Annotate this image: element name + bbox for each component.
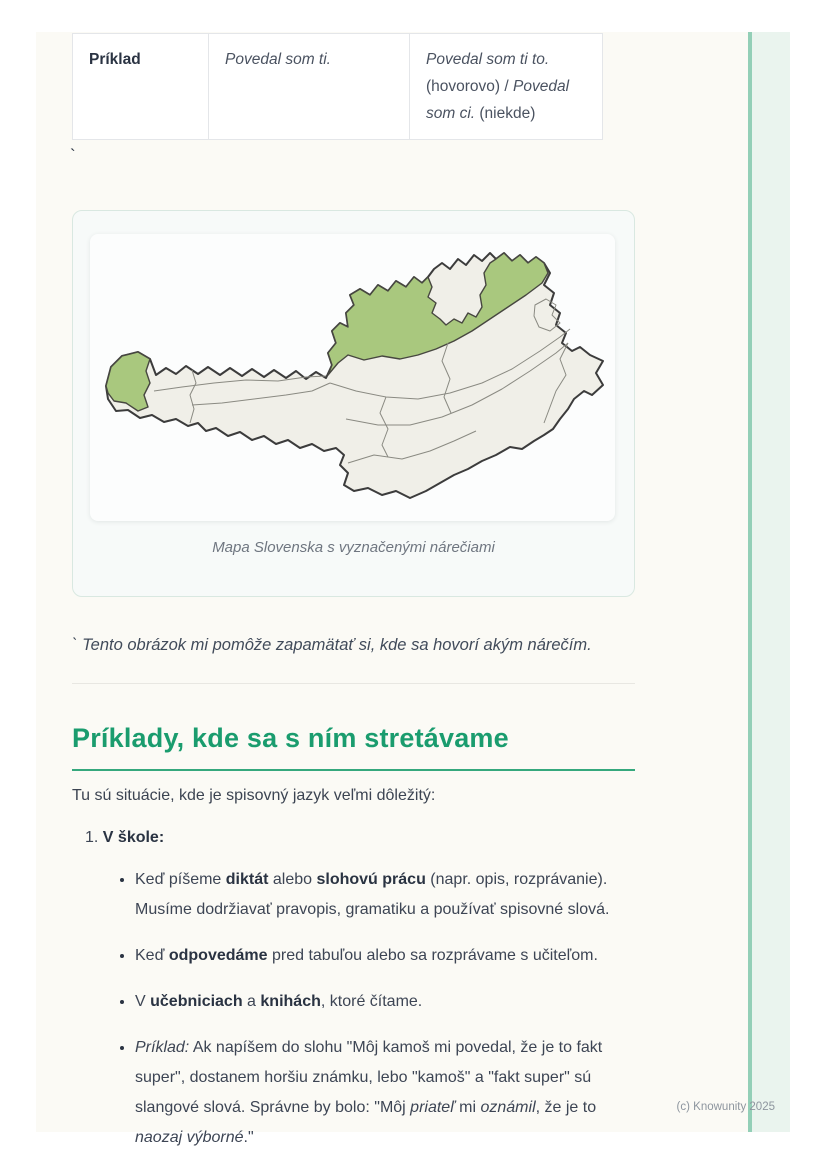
right-accent-stripe <box>752 32 790 1132</box>
example-table <box>72 33 603 140</box>
section-divider <box>72 683 635 684</box>
list-item: • Príklad: Ak napíšem do slohu "Môj kamoš mi povedal, že je to fakt super", dostanem horšiu známku, lebo "kamoš" a "fakt super" sú slangové slová. Správne by bolo: "Môj priateľ mi oznámil, že je to naozaj výborné." <box>135 1033 635 1153</box>
list-item: • Keď píšeme diktát alebo slohovú prácu (napr. opis, rozprávanie). Musíme dodržiavať pravopis, gramatiku a používať spisovné slová. <box>135 865 635 925</box>
item-number: 1. <box>85 829 99 846</box>
figure-card <box>72 210 635 597</box>
list-item: • V učebniciach a knihách, ktoré čítame. <box>135 987 635 1017</box>
map-image <box>90 234 615 521</box>
table-cell-example: Povedal som ti. <box>209 34 410 140</box>
table-cell-term: Príklad <box>73 34 209 140</box>
situations-list <box>72 829 635 1169</box>
note-line: ` Tento obrázok mi pomôže zapamätať si, kde sa hovorí akým nárečím. <box>72 636 592 654</box>
item-label: V škole: <box>102 829 165 846</box>
table-row <box>73 34 603 140</box>
bullet-list <box>72 865 635 1153</box>
numbered-item <box>72 829 635 847</box>
copyright-watermark: (c) Knowunity 2025 <box>676 1101 775 1113</box>
stray-backtick: ` <box>70 146 76 165</box>
section-intro: Tu sú situácie, kde je spisovný jazyk veľmi dôležitý: <box>72 787 436 804</box>
austria-dialect-map <box>98 243 608 513</box>
section-heading: Príklady, kde sa s ním stretávame <box>72 723 635 771</box>
list-item: • Keď odpovedáme pred tabuľou alebo sa rozprávame s učiteľom. <box>135 941 635 971</box>
figure-caption: Mapa Slovenska s vyznačenými nárečiami <box>212 539 495 556</box>
table-cell-variants: Povedal som ti to. (hovorovo) / Povedal som ci. (niekde) <box>410 34 603 140</box>
